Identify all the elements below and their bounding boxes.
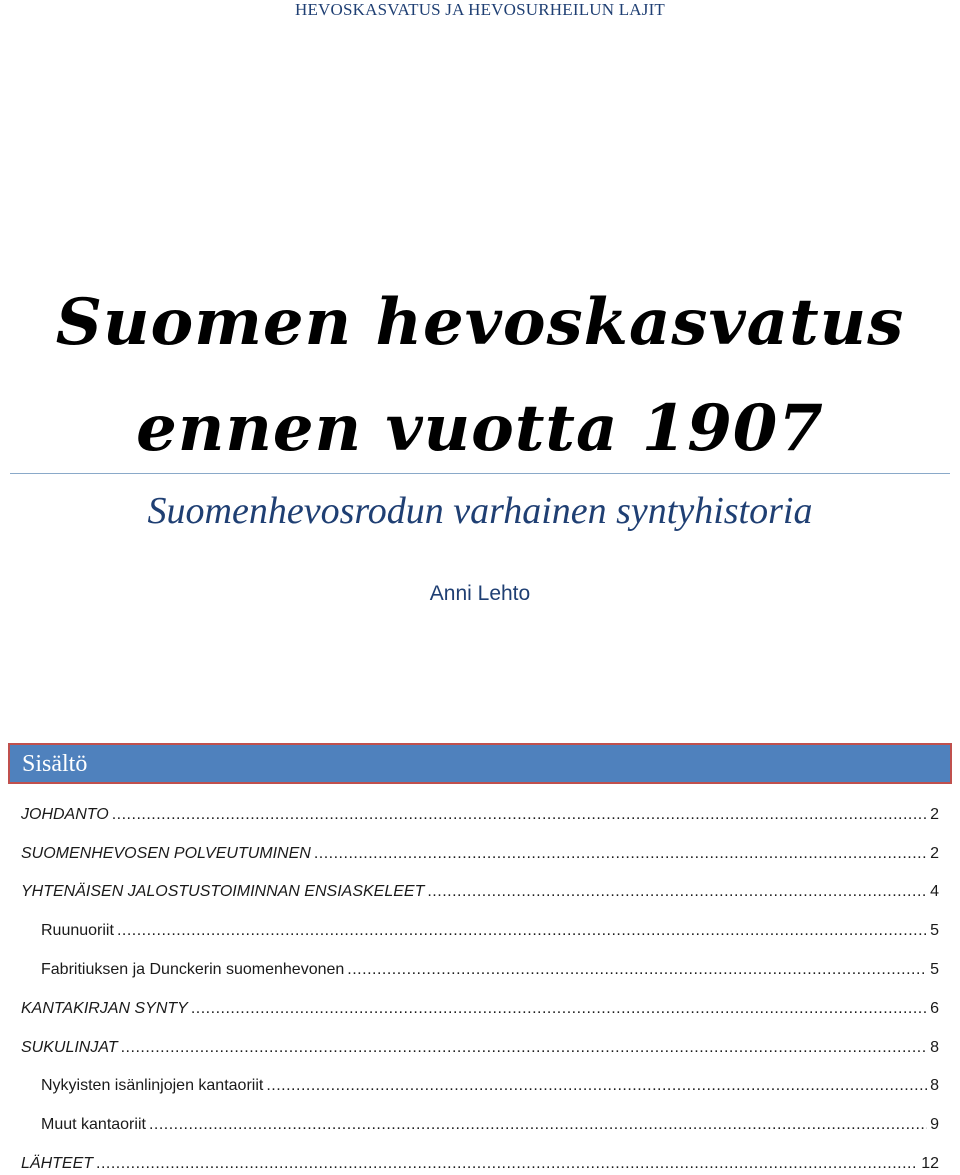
toc-entry-fabritius-duncker[interactable] xyxy=(41,959,939,981)
toc-entry-page: 6 xyxy=(930,1000,939,1017)
toc-entry-ruunuoriit[interactable] xyxy=(41,920,939,942)
toc-entry-polveutuminen[interactable] xyxy=(21,843,939,865)
toc-entry-page: 9 xyxy=(930,1116,939,1133)
toc-leader xyxy=(191,998,927,1020)
toc-heading: Sisältö xyxy=(22,751,88,777)
running-header: HEVOSKASVATUS JA HEVOSURHEILUN LAJIT xyxy=(294,0,666,19)
toc-entry-page: 12 xyxy=(921,1155,939,1172)
toc-entry-title: SUKULINJAT xyxy=(21,1039,118,1056)
toc-entry-page: 5 xyxy=(930,961,939,978)
toc-leader xyxy=(149,1114,927,1136)
toc-leader xyxy=(121,1037,927,1059)
toc-entry-title: SUOMENHEVOSEN POLVEUTUMINEN xyxy=(21,845,311,862)
toc-leader xyxy=(314,843,927,865)
toc-entry-title: Muut kantaoriit xyxy=(41,1116,146,1133)
title-line-2: ennen vuotta 1907 xyxy=(136,391,824,466)
toc-heading-bar xyxy=(8,743,952,784)
toc-entry-ensiaskeleet[interactable] xyxy=(21,881,939,903)
toc-entry-isanlinjat[interactable] xyxy=(41,1075,939,1097)
toc-leader xyxy=(266,1075,927,1097)
subtitle: Suomenhevosrodun varhainen syntyhistoria xyxy=(147,490,813,532)
title-divider xyxy=(10,473,950,474)
toc-leader xyxy=(112,804,927,826)
toc-entry-title: Ruunuoriit xyxy=(41,922,114,939)
toc-entry-muut-kantaoriit[interactable] xyxy=(41,1114,939,1136)
toc-leader xyxy=(96,1153,918,1175)
toc-leader xyxy=(117,920,927,942)
toc-entry-title: YHTENÄISEN JALOSTUSTOIMINNAN ENSIASKELEET xyxy=(21,883,425,900)
toc-leader xyxy=(347,959,927,981)
toc-entry-johdanto[interactable] xyxy=(21,804,939,826)
toc-entry-page: 5 xyxy=(930,922,939,939)
toc-entry-title: Nykyisten isänlinjojen kantaoriit xyxy=(41,1077,264,1094)
toc-entry-title: Fabritiuksen ja Dunckerin suomenhevonen xyxy=(41,961,345,978)
toc-entry-page: 2 xyxy=(930,845,939,862)
toc-entry-title: LÄHTEET xyxy=(21,1155,94,1172)
toc-entry-kantakirja[interactable] xyxy=(21,998,939,1020)
toc-entry-page: 8 xyxy=(930,1039,939,1056)
title-block xyxy=(0,270,960,482)
toc-entry-sukulinjat[interactable] xyxy=(21,1037,939,1059)
toc-entry-page: 8 xyxy=(930,1077,939,1094)
toc-entry-title: KANTAKIRJAN SYNTY xyxy=(21,1000,188,1017)
toc-leader xyxy=(427,881,927,903)
toc-entry-page: 4 xyxy=(930,883,939,900)
title-line-1: Suomen hevoskasvatus xyxy=(55,285,905,360)
toc-entry-page: 2 xyxy=(930,806,939,823)
author-name: Anni Lehto xyxy=(429,582,531,605)
toc-entry-lahteet[interactable] xyxy=(21,1153,939,1175)
toc-entry-title: JOHDANTO xyxy=(21,806,109,823)
